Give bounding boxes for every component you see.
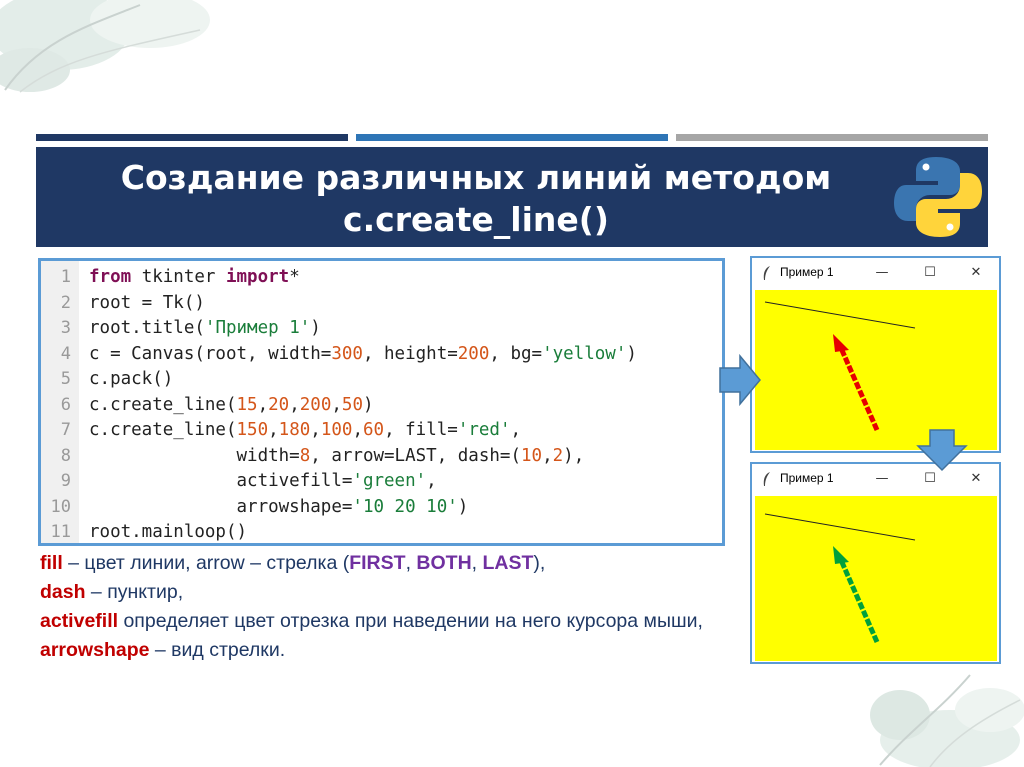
line-number: 8 [60,445,71,466]
code-editor-panel [38,258,725,546]
description-fragment: определяет цвет отрезка при наведении на него курсора мыши, [118,610,703,632]
code-token: * [289,267,300,287]
description-line-dash [40,578,840,607]
code-token: 200 [299,394,332,415]
tk-window-example-red [750,256,1001,453]
parameter-description [40,549,840,665]
close-button[interactable]: ✕ [970,471,982,486]
description-fragment: fill [40,552,63,574]
code-line [41,444,722,470]
maximize-button[interactable]: ☐ [924,265,936,280]
code-token: ) [310,318,321,338]
code-token: 'yellow' [542,343,627,364]
code-token: import [225,267,290,287]
description-fragment: arrowshape [40,639,150,661]
line-number: 2 [60,292,71,313]
line-number: 4 [60,343,71,364]
code-token: 300 [331,343,363,364]
red-arrow-head [833,334,849,352]
code-token: , [289,394,300,415]
description-fragment: activefill [40,610,119,632]
line-number: 5 [60,369,71,389]
code-token: ), [563,445,585,466]
code-token: 60 [362,420,385,440]
code-token: 100 [320,420,353,440]
description-fragment: ), [533,552,546,574]
slide-title-banner [36,147,988,247]
code-token: 20 [268,394,290,415]
description-fragment: FIRST [349,552,406,574]
code-line [41,367,722,393]
thin-line [765,514,915,540]
code-token: 'red' [457,420,511,440]
code-token: , [268,420,279,440]
code-text [89,265,300,291]
description-fragment: – стрелка ( [244,552,350,574]
code-token: , [310,420,321,440]
code-token: arrowshape= [89,496,353,517]
decorative-leaves-top [0,0,230,95]
code-line [41,342,722,368]
description-line-fill-arrow [40,549,840,578]
description-line-activefill [40,607,840,636]
description-fragment: , [405,552,417,574]
code-token: , [331,394,342,415]
code-text [89,342,637,368]
code-token: , [510,420,522,440]
code-text [89,393,374,419]
thin-line [765,302,915,328]
code-line [41,520,722,546]
code-token: 8 [299,445,311,466]
code-text [89,444,584,470]
code-line [41,495,722,521]
code-token: '10 20 10' [352,496,458,517]
window-title: Пример 1 [780,471,834,485]
minimize-button[interactable]: — [875,265,889,280]
code-token: , bg= [489,343,543,364]
code-line [41,469,722,495]
code-line [41,418,722,444]
code-token: , fill= [384,420,458,440]
python-logo-icon [892,153,984,241]
code-token: c = Canvas(root, width= [89,343,332,364]
code-line [41,393,722,419]
code-text [89,495,468,521]
code-token: c.create_line( [89,420,237,440]
line-number: 7 [60,420,71,440]
maximize-button[interactable]: ☐ [924,471,936,486]
right-pointing-arrow-icon [718,352,762,408]
line-number: 9 [60,471,71,491]
code-token: 'Пример 1' [204,318,311,338]
yellow-canvas [755,496,997,661]
code-token: 'green' [352,471,427,491]
description-fragment: – вид стрелки. [149,639,286,661]
close-button[interactable]: ✕ [970,265,982,280]
code-token: activefill= [89,471,353,491]
code-token: c.pack() [89,369,174,389]
window-titlebar [752,258,999,288]
description-fragment: – пунктир, [85,581,184,603]
code-token: ) [363,394,374,415]
line-number: 3 [60,318,71,338]
code-token: , [352,420,363,440]
code-token: , [257,394,269,415]
code-token: , [426,471,437,491]
code-token: 2 [552,445,564,466]
code-token: 15 [236,394,258,415]
description-fragment: dash [40,581,86,603]
code-text [89,469,437,495]
code-listing [41,265,722,546]
accent-stripe-navy [36,134,348,141]
accent-stripe-gray [676,134,988,141]
slide-title [36,157,916,241]
red-dashed-arrow [841,348,877,430]
line-number: 11 [50,522,71,542]
line-number: 6 [60,394,71,415]
code-token: , height= [362,343,458,364]
code-text [89,316,321,342]
code-line [41,265,722,291]
description-fragment: – цвет линии, [62,552,196,574]
code-token: , arrow=LAST, dash=( [310,445,521,466]
description-fragment: , [471,552,483,574]
description-fragment: BOTH [416,552,472,574]
down-pointing-arrow-icon [914,428,970,472]
slide-title-line2: c.create_line() [343,200,609,239]
code-text [89,520,247,546]
code-token: , [542,445,553,466]
code-text [89,367,173,393]
code-token: tkinter [131,267,226,287]
code-token: 180 [278,420,311,440]
green-dashed-arrow [841,560,877,642]
window-title: Пример 1 [780,265,834,279]
code-text [89,291,205,317]
decorative-leaves-bottom [870,670,1024,767]
accent-stripe-blue [356,134,668,141]
tk-feather-icon [762,471,772,487]
line-number: 10 [50,496,71,517]
code-token: root.title( [89,318,205,338]
code-text [89,418,521,444]
code-token: root.mainloop() [89,522,248,542]
slide-title-line1: Создание различных линий методом [120,158,832,197]
code-token: 150 [236,420,269,440]
code-token: from [89,267,132,287]
code-token: ) [457,496,469,517]
minimize-button[interactable]: — [875,471,889,486]
code-line [41,316,722,342]
code-token: 200 [457,343,490,364]
description-fragment: LAST [482,552,534,574]
code-token: ) [626,343,637,364]
line-number: 1 [60,267,71,287]
code-token: c.create_line( [89,394,237,415]
tk-feather-icon [762,265,772,281]
code-token: 50 [341,394,363,415]
tk-window-example-green [750,462,1001,664]
code-token: root = Tk() [89,292,205,313]
description-fragment: arrow [195,552,245,574]
yellow-canvas [755,290,997,450]
code-line [41,291,722,317]
green-arrow-head [833,546,849,564]
description-line-arrowshape [40,636,840,665]
code-token: width= [89,445,300,466]
code-token: 10 [520,445,543,466]
